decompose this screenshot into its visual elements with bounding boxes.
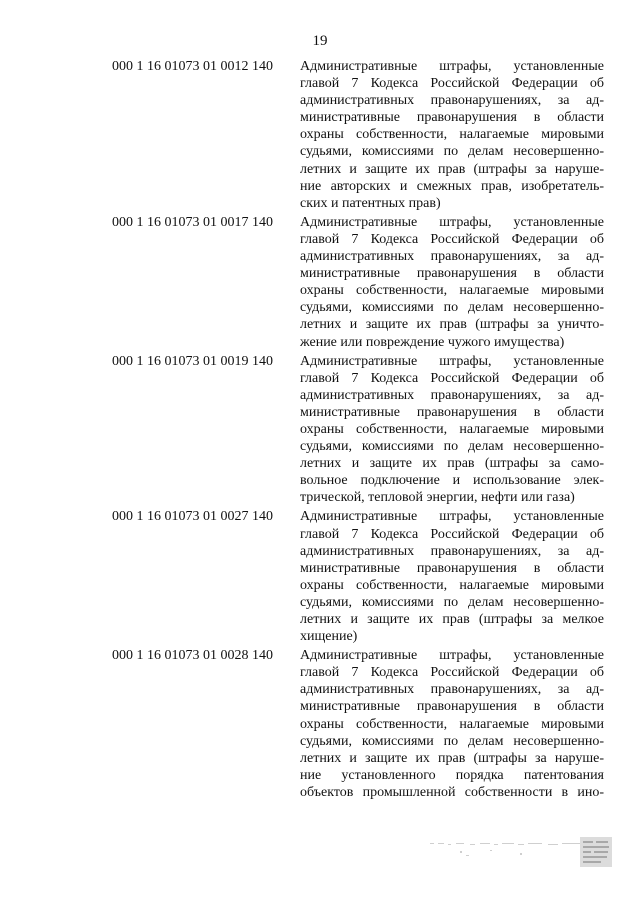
budget-code: 000 1 16 01073 01 0017 140 <box>112 214 273 230</box>
description-line: объектов промышленной собственности в ино- <box>300 784 604 800</box>
description-line: охраны собственности, налагаемые мировыми <box>300 421 604 437</box>
description-line: трической, тепловой энергии, нефти или газа) <box>300 490 575 506</box>
description-line: министративные правонарушения в области <box>300 560 604 576</box>
description-line: судьями, комиссиями по делам несовершенно- <box>300 144 604 160</box>
description-line: охраны собственности, налагаемые мировыми <box>300 577 604 593</box>
description-line: главой 7 Кодекса Российской Федерации об <box>300 76 604 92</box>
description-line: министративные правонарушения в области <box>300 110 604 126</box>
table-row <box>0 58 640 212</box>
description-line: Административные штрафы, установленные <box>300 648 604 664</box>
classification-table <box>0 58 640 801</box>
description-line: административных правонарушениях, за ад- <box>300 682 604 698</box>
description-line: охраны собственности, налагаемые мировыми <box>300 716 604 732</box>
page-number: 19 <box>312 33 328 49</box>
description-line: хищение) <box>300 629 358 645</box>
entry-description <box>300 353 604 507</box>
budget-code: 000 1 16 01073 01 0027 140 <box>112 509 273 525</box>
table-row <box>0 647 640 801</box>
budget-code: 000 1 16 01073 01 0028 140 <box>112 648 273 664</box>
table-row <box>0 353 640 507</box>
description-line: министративные правонарушения в области <box>300 699 604 715</box>
entry-description <box>300 647 604 801</box>
description-line: Административные штрафы, установленные <box>300 214 604 230</box>
description-line: административных правонарушениях, за ад- <box>300 543 604 559</box>
description-line: ских и патентных прав) <box>300 195 441 211</box>
description-line: административных правонарушениях, за ад- <box>300 387 604 403</box>
description-line: летних и защите их прав (штрафы за мелкое <box>300 612 604 627</box>
description-line: главой 7 Кодекса Российской Федерации об <box>300 231 604 247</box>
table-row <box>0 214 640 351</box>
description-line: главой 7 Кодекса Российской Федерации об <box>300 370 604 386</box>
description-line: Административные штрафы, установленные <box>300 509 604 525</box>
description-line: Административные штрафы, установленные <box>300 59 604 74</box>
description-line: министративные правонарушения в области <box>300 404 604 420</box>
description-line: Административные штрафы, установленные <box>300 353 604 369</box>
description-line: ние авторских и смежных прав, изобретатель- <box>300 178 604 194</box>
description-line: судьями, комиссиями по делам несовершенно- <box>300 733 604 749</box>
entry-description <box>300 58 604 212</box>
scan-stamp-artifact <box>430 833 620 873</box>
entry-description <box>300 508 604 645</box>
description-line: летних и защите их прав (штрафы за уничто- <box>300 317 604 333</box>
description-line: вольное подключение и использование элек- <box>300 473 604 489</box>
description-line: охраны собственности, налагаемые мировыми <box>300 283 604 299</box>
table-row <box>0 508 640 645</box>
description-line: летних и защите их прав (штрафы за наруше- <box>300 750 604 766</box>
description-line: жение или повреждение чужого имущества) <box>300 334 565 350</box>
description-line: летних и защите их прав (штрафы за наруше- <box>300 161 604 177</box>
budget-code: 000 1 16 01073 01 0012 140 <box>112 59 273 74</box>
description-line: административных правонарушениях, за ад- <box>300 249 604 265</box>
description-line: министративные правонарушения в области <box>300 266 604 282</box>
entry-description <box>300 214 604 351</box>
description-line: охраны собственности, налагаемые мировыми <box>300 127 604 143</box>
budget-code: 000 1 16 01073 01 0019 140 <box>112 353 273 369</box>
description-line: главой 7 Кодекса Российской Федерации об <box>300 665 604 681</box>
description-line: главой 7 Кодекса Российской Федерации об <box>300 526 604 542</box>
description-line: административных правонарушениях, за ад- <box>300 93 604 109</box>
description-line: судьями, комиссиями по делам несовершенно- <box>300 594 604 610</box>
description-line: судьями, комиссиями по делам несовершенно- <box>300 300 604 316</box>
description-line: ние установленного порядка патентования <box>300 767 604 783</box>
description-line: судьями, комиссиями по делам несовершенно- <box>300 439 604 455</box>
description-line: летних и защите их прав (штрафы за само- <box>300 456 604 472</box>
